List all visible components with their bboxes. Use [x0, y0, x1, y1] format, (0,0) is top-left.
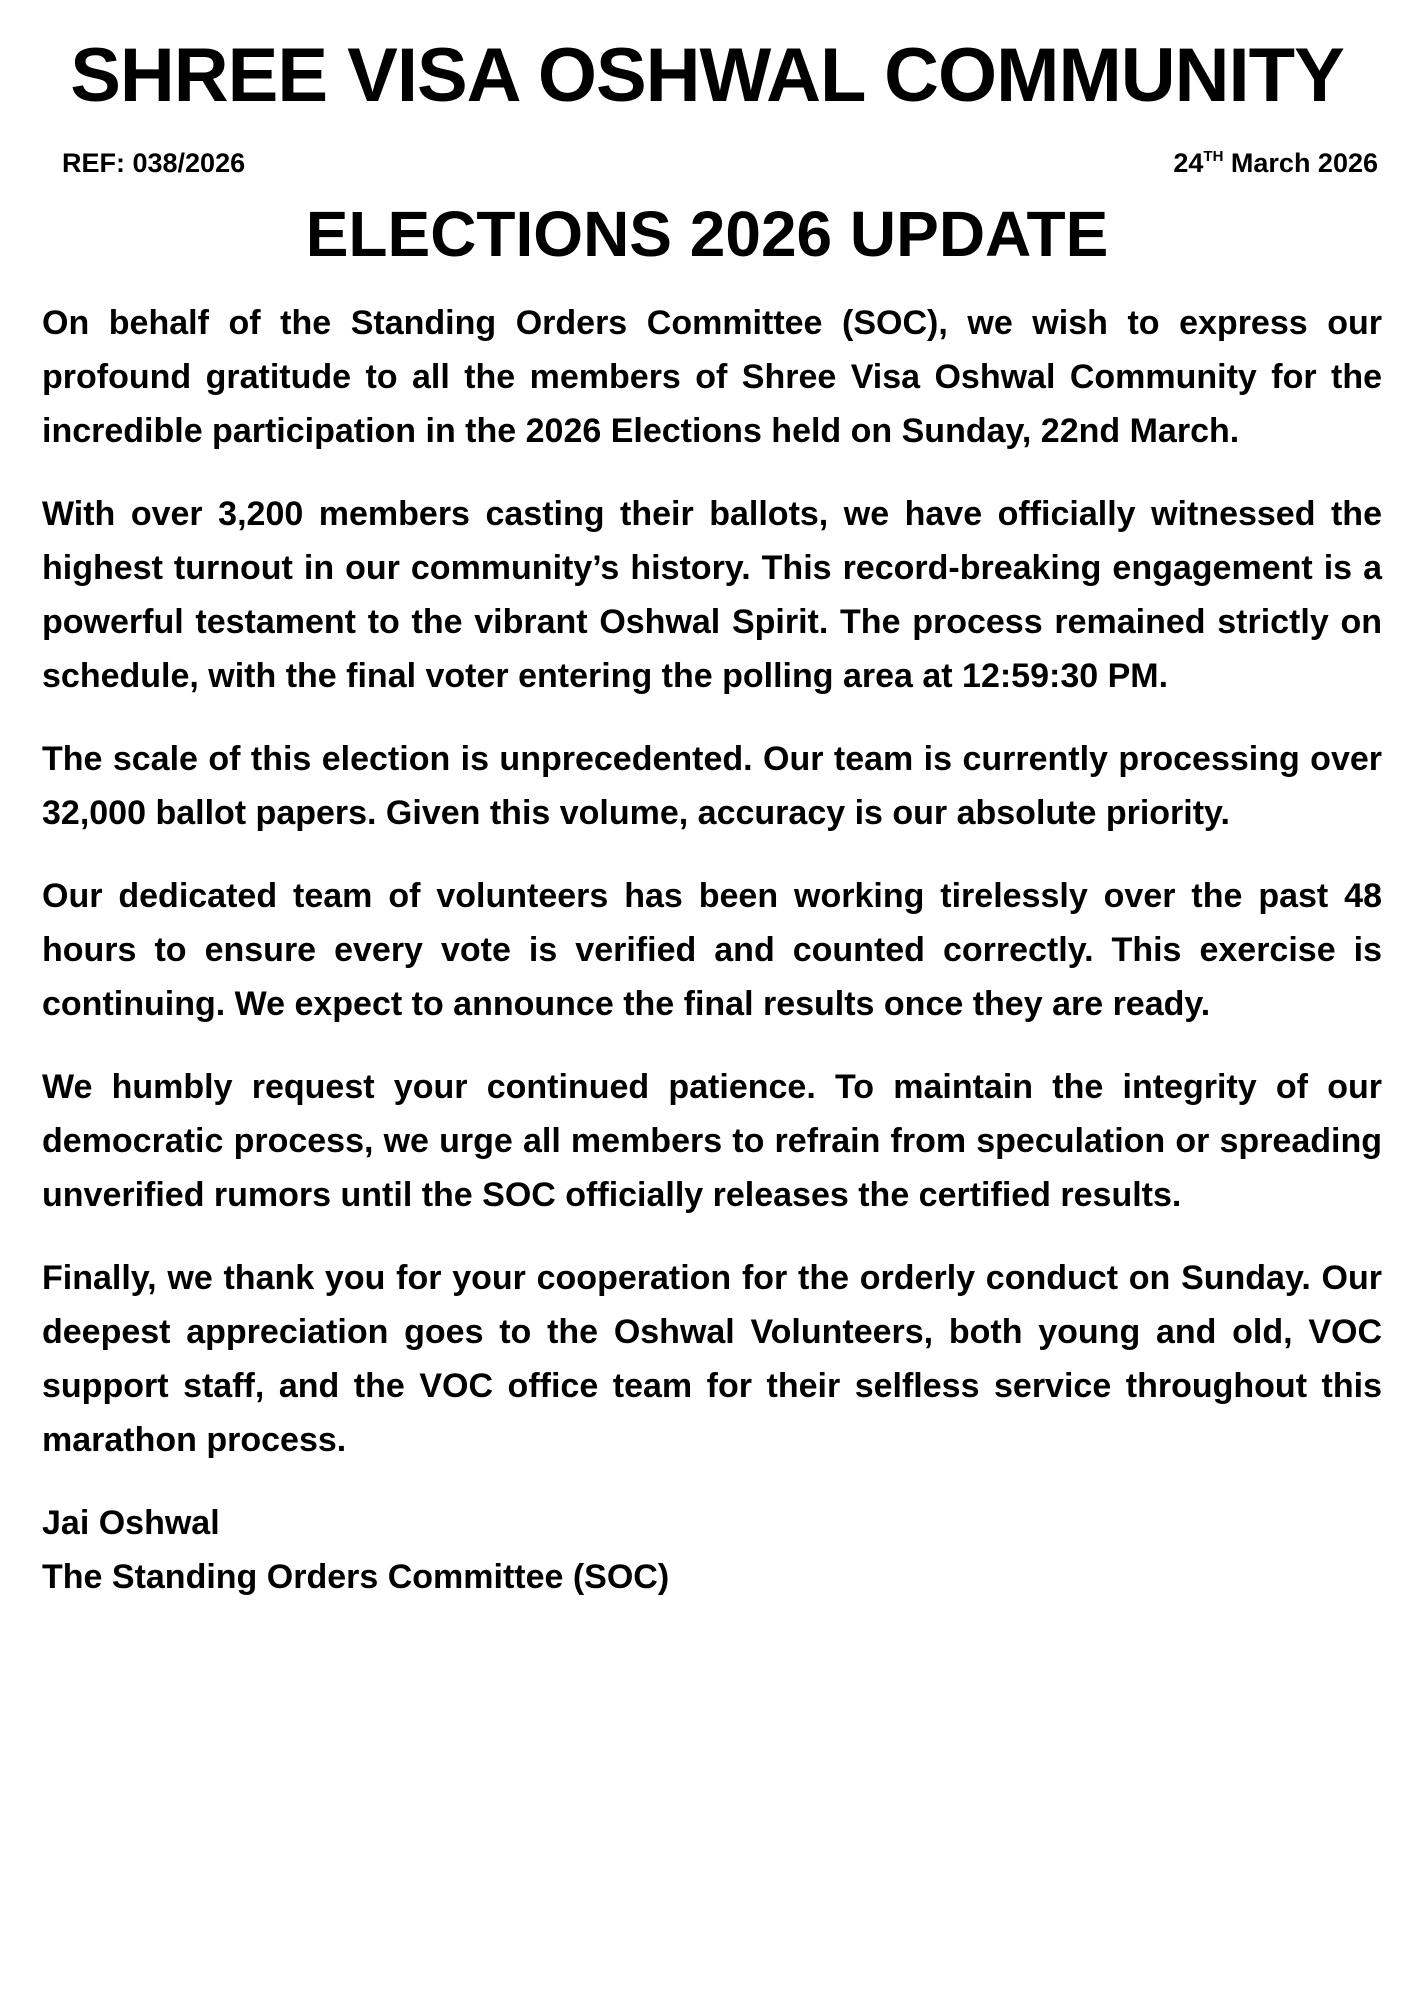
date-month-year: March 2026 [1223, 148, 1378, 178]
paragraph-gratitude: On behalf of the Standing Orders Committee (SOC), we wish to express our profound gratitude to all the members of Shree Visa Oshwal Community for the incredible participation in the 2026 Elections held on Sunday, 22nd March. [42, 304, 1382, 450]
organization-title: SHREE VISA OSHWAL COMMUNITY [70, 33, 1344, 118]
paragraph-turnout: With over 3,200 members casting their ballots, we have officially witnessed the highest turnout in our community’s history. This record-breaking engagement is a powerful testament to the vibrant Oshwal Spirit. The process remained strictly on schedule, with the final voter entering the polling area at 12:59:30 PM. [42, 495, 1382, 695]
date-day: 24 [1173, 148, 1204, 178]
paragraph-patience: We humbly request your continued patience. To maintain the integrity of our democratic process, we urge all members to refrain from speculation or spreading unverified rumors until the SOC officially releases the certified results. [42, 1068, 1382, 1214]
signoff [42, 1496, 1382, 1604]
salutation: Jai Oshwal [42, 1504, 220, 1542]
notice-date [1173, 148, 1378, 179]
date-suffix: TH [1203, 148, 1224, 165]
paragraph-thanks: Finally, we thank you for your cooperation for the orderly conduct on Sunday. Our deepest appreciation goes to the Oshwal Volunteers, both young and old, VOC support staff, and the VOC office team for their selfless service throughout this marathon process. [42, 1259, 1382, 1459]
notice-headline: ELECTIONS 2026 UPDATE [305, 198, 1109, 270]
reference-number: REF: 038/2026 [62, 148, 246, 178]
paragraph-volunteers: Our dedicated team of volunteers has been working tirelessly over the past 48 hours to ensure every vote is verified and counted correctly. This exercise is continuing. We expect to announce the final results once they are ready. [42, 877, 1382, 1023]
notice-body [42, 296, 1382, 1604]
paragraph-scale: The scale of this election is unprecedented. Our team is currently processing over 32,000 ballot papers. Given this volume, accuracy is our absolute priority. [42, 740, 1382, 832]
signatory: The Standing Orders Committee (SOC) [42, 1558, 670, 1596]
